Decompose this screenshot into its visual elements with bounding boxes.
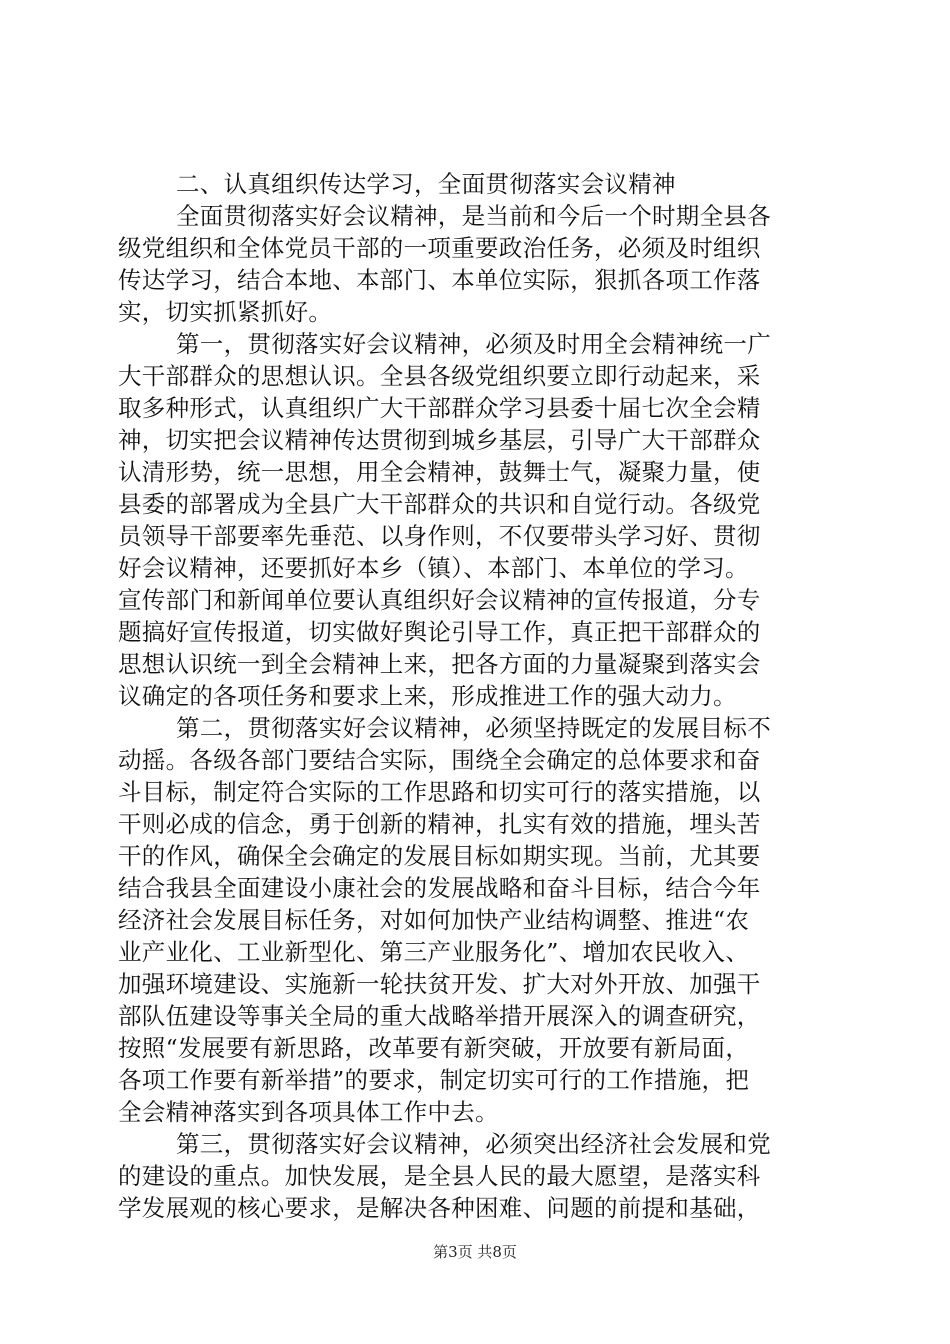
paragraph-line: 级党组织和全体党员干部的一项重要政治任务，必须及时组织 (118, 234, 761, 262)
paragraph-line: 认清形势，统一思想，用全会精神，鼓舞士气，凝聚力量，使 (118, 458, 761, 486)
paragraph-line: 取多种形式，认真组织广大干部群众学习县委十届七次全会精 (118, 394, 761, 422)
paragraph-line: 大干部群众的思想认识。全县各级党组织要立即行动起来，采 (118, 362, 761, 390)
paragraph-line: 实，切实抓紧抓好。 (118, 298, 333, 326)
section-heading: 二、认真组织传达学习，全面贯彻落实会议精神 (176, 170, 676, 198)
paragraph-line: 各项工作要有新举措”的要求，制定切实可行的工作措施，把 (118, 1066, 750, 1094)
paragraph-line: 第三，贯彻落实好会议精神，必须突出经济社会发展和党 (176, 1130, 771, 1158)
paragraph-2 (118, 328, 834, 712)
document-body (118, 168, 834, 1224)
paragraph-line: 结合我县全面建设小康社会的发展战略和奋斗目标，结合今年 (118, 874, 761, 902)
paragraph-line: 第一，贯彻落实好会议精神，必须及时用全会精神统一广 (176, 330, 771, 358)
paragraph-line: 按照“发展要有新思路，改革要有新突破，开放要有新局面， (118, 1034, 750, 1062)
paragraph-1 (118, 200, 834, 328)
paragraph-line: 动摇。各级各部门要结合实际，围绕全会确定的总体要求和奋 (118, 746, 761, 774)
paragraph-line: 县委的部署成为全县广大干部群众的共识和自觉行动。各级党 (118, 490, 761, 518)
paragraph-line: 学发展观的核心要求，是解决各种困难、问题的前提和基础， (118, 1194, 761, 1222)
paragraph-3 (118, 712, 834, 1128)
paragraph-line: 宣传部门和新闻单位要认真组织好会议精神的宣传报道，分专 (118, 586, 761, 614)
paragraph-line: 加强环境建设、实施新一轮扶贫开发、扩大对外开放、加强干 (118, 970, 761, 998)
paragraph-line: 的建设的重点。加快发展，是全县人民的最大愿望，是落实科 (118, 1162, 761, 1190)
paragraph-4 (118, 1128, 834, 1224)
paragraph-line: 斗目标，制定符合实际的工作思路和切实可行的落实措施，以 (118, 778, 761, 806)
paragraph-line: 思想认识统一到全会精神上来，把各方面的力量凝聚到落实会 (118, 650, 761, 678)
page-number-footer: 第3页 共8页 (433, 1243, 517, 1261)
paragraph-line: 业产业化、工业新型化、第三产业服务化”、增加农民收入、 (118, 938, 750, 966)
paragraph-line: 员领导干部要率先垂范、以身作则，不仅要带头学习好、贯彻 (118, 522, 761, 550)
paragraph-line: 经济社会发展目标任务，对如何加快产业结构调整、推进“农 (118, 906, 750, 934)
paragraph-line: 全面贯彻落实好会议精神，是当前和今后一个时期全县各 (176, 202, 771, 230)
paragraph-line: 议确定的各项任务和要求上来，形成推进工作的强大动力。 (118, 682, 737, 710)
paragraph-line: 全会精神落实到各项具体工作中去。 (118, 1098, 499, 1126)
paragraph-line: 部队伍建设等事关全局的重大战略举措开展深入的调查研究， (118, 1002, 761, 1030)
paragraph-line: 好会议精神，还要抓好本乡（镇）、本部门、本单位的学习。 (118, 554, 749, 582)
paragraph-line: 神，切实把会议精神传达贯彻到城乡基层，引导广大干部群众 (118, 426, 761, 454)
paragraph-line: 题搞好宣传报道，切实做好舆论引导工作，真正把干部群众的 (118, 618, 761, 646)
paragraph-line: 第二，贯彻落实好会议精神，必须坚持既定的发展目标不 (176, 714, 771, 742)
paragraph-line: 干的作风，确保全会确定的发展目标如期实现。当前，尤其要 (118, 842, 761, 870)
paragraph-line: 干则必成的信念，勇于创新的精神，扎实有效的措施，埋头苦 (118, 810, 761, 838)
paragraph-line: 传达学习，结合本地、本部门、本单位实际，狠抓各项工作落 (118, 266, 761, 294)
